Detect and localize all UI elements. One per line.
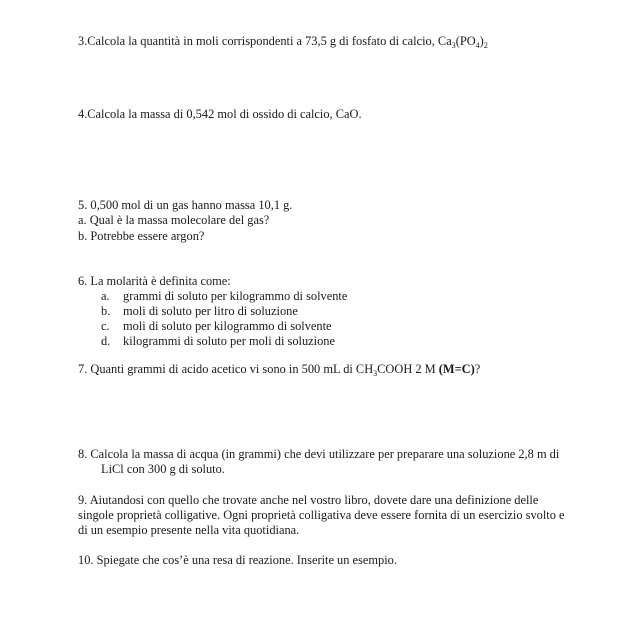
question-3-text: 3.Calcola la quantità in moli corrispondenti a 73,5 g di fosfato di calcio, Ca — [78, 34, 452, 48]
question-5: 5. 0,500 mol di un gas hanno massa 10,1 g. — [78, 198, 293, 212]
question-9-line-3: di un esempio presente nella vita quotidiana. — [78, 523, 300, 537]
question-mark: ? — [474, 362, 481, 376]
question-7 — [78, 362, 480, 378]
formula-subscript: 4 — [475, 41, 480, 50]
formula-subscript: 3 — [373, 369, 378, 378]
bold-note: (M=C) — [438, 362, 475, 376]
option-a — [101, 289, 347, 304]
formula-part: COOH 2 M — [377, 362, 439, 376]
question-7-text: 7. Quanti grammi di acido acetico vi sono in 500 mL di CH — [78, 362, 374, 376]
question-4: 4.Calcola la massa di 0,542 mol di ossido di calcio, CaO. — [78, 107, 362, 121]
formula-subscript: 3 — [451, 41, 456, 50]
option-text: moli di soluto per litro di soluzione — [123, 304, 298, 318]
option-text: kilogrammi di soluto per moli di soluzione — [123, 334, 335, 348]
question-5-part-a: a. Qual è la massa molecolare del gas? — [78, 213, 270, 227]
question-8-line-1: 8. Calcola la massa di acqua (in grammi) che devi utilizzare per preparare una soluzione 2,8 m di — [78, 447, 560, 461]
option-b — [101, 304, 298, 319]
formula-part: (PO — [455, 34, 476, 48]
option-text: moli di soluto per kilogrammo di solvente — [123, 319, 332, 333]
formula-part: ) — [479, 34, 484, 48]
question-9-line-2: singole proprietà colligative. Ogni proprietà colligativa deve essere fornita di un esercizio svolto e — [78, 508, 565, 522]
question-10: 10. Spiegate che cos’è una resa di reazione. Inserite un esempio. — [78, 553, 397, 567]
option-letter: d. — [101, 334, 111, 348]
formula-subscript: 2 — [483, 41, 488, 50]
option-d — [101, 334, 335, 349]
question-5-part-b: b. Potrebbe essere argon? — [78, 229, 205, 243]
option-letter: c. — [101, 319, 110, 333]
question-6: 6. La molarità è definita come: — [78, 274, 231, 288]
option-text: grammi di soluto per kilogrammo di solvente — [123, 289, 348, 303]
option-letter: b. — [101, 304, 111, 318]
option-letter: a. — [101, 289, 110, 303]
question-8-line-2: LiCl con 300 g di soluto. — [101, 462, 225, 476]
option-c — [101, 319, 332, 334]
question-9-line-1: 9. Aiutandosi con quello che trovate anche nel vostro libro, dovete dare una definizione delle — [78, 493, 539, 507]
question-3 — [78, 34, 488, 50]
